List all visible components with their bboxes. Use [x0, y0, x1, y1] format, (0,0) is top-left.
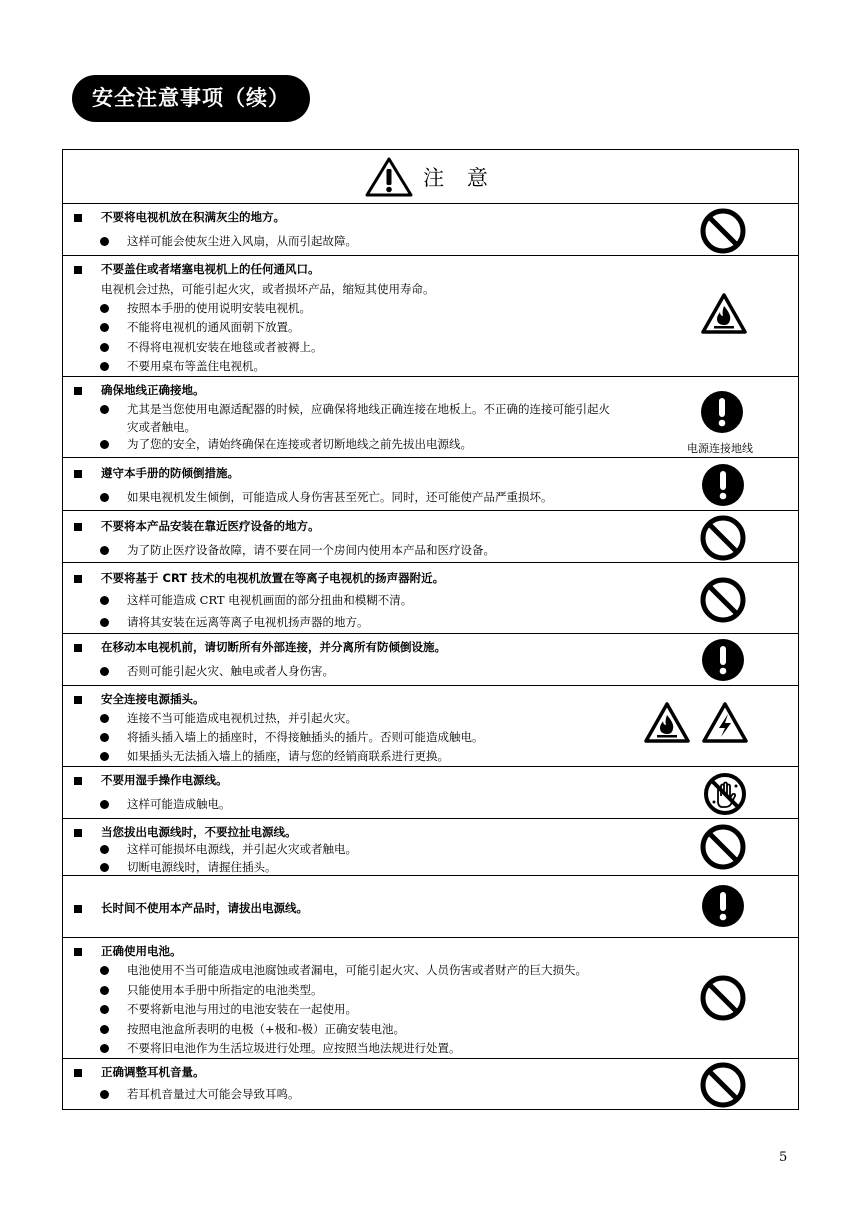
prohibition-icon [699, 974, 747, 1022]
row-title: 遵守本手册的防倾倒措施。 [101, 466, 239, 480]
row-line: 否则可能引起火灾、触电或者人身伤害。 [127, 664, 334, 678]
row-line: 这样可能造成触电。 [127, 797, 231, 811]
row-line: 连接不当可能造成电视机过热，并引起火灾。 [127, 711, 357, 725]
caution-row [63, 634, 798, 686]
prohibition-icon [699, 207, 747, 255]
row-title: 确保地线正确接地。 [101, 383, 205, 397]
round-bullet [100, 966, 109, 975]
row-title: 正确调整耳机音量。 [101, 1065, 205, 1079]
round-bullet [100, 618, 109, 627]
prohibition-icon [699, 1061, 747, 1109]
round-bullet [100, 667, 109, 676]
square-bullet [74, 696, 82, 704]
row-line: 这样可能损坏电源线，并引起火灾或者触电。 [127, 842, 357, 856]
row-title: 正确使用电池。 [101, 944, 182, 958]
round-bullet [100, 1090, 109, 1099]
section-title: 安全注意事项（续） [72, 75, 310, 122]
row-line: 按照电池盒所表明的电极（+极和-极）正确安装电池。 [127, 1022, 406, 1036]
icon-caption: 电源连接地线 [687, 442, 753, 455]
square-bullet [74, 829, 82, 837]
round-bullet [100, 752, 109, 761]
row-line: 请将其安装在远离等离子电视机扬声器的地方。 [127, 615, 369, 629]
square-bullet [74, 644, 82, 652]
row-title: 不要将基于 CRT 技术的电视机放置在等离子电视机的扬声器附近。 [101, 571, 445, 585]
round-bullet [100, 1044, 109, 1053]
electric-shock-warning-icon [701, 701, 749, 745]
round-bullet [100, 362, 109, 371]
square-bullet [74, 470, 82, 478]
prohibition-icon [699, 823, 747, 871]
round-bullet [100, 845, 109, 854]
mandatory-icon [701, 638, 745, 682]
row-line: 将插头插入墙上的插座时，不得接触插头的插片。否则可能造成触电。 [127, 730, 484, 744]
square-bullet [74, 1069, 82, 1077]
row-line: 电池使用不当可能造成电池腐蚀或者漏电，可能引起火灾、人员伤害或者财产的巨大损失。 [127, 963, 587, 977]
square-bullet [74, 905, 82, 913]
row-title: 不要将电视机放在积满灰尘的地方。 [101, 210, 285, 224]
row-title: 长时间不使用本产品时，请拔出电源线。 [101, 901, 308, 915]
round-bullet [100, 1025, 109, 1034]
caution-row [63, 819, 798, 876]
prohibition-icon [699, 514, 747, 562]
round-bullet [100, 596, 109, 605]
square-bullet [74, 777, 82, 785]
row-line: 不能将电视机的通风面朝下放置。 [127, 320, 300, 334]
row-title: 安全连接电源插头。 [101, 692, 205, 706]
row-line: 为了防止医疗设备故障，请不要在同一个房间内使用本产品和医疗设备。 [127, 543, 495, 557]
row-line: 不得将电视机安装在地毯或者被褥上。 [127, 340, 323, 354]
row-line: 这样可能会使灰尘进入风扇，从而引起故障。 [127, 234, 357, 248]
row-line: 如果电视机发生倾倒，可能造成人身伤害甚至死亡。同时，还可能使产品严重损坏。 [127, 490, 553, 504]
row-line: 切断电源线时，请握住插头。 [127, 860, 277, 874]
caution-row [63, 686, 798, 767]
caution-row [63, 876, 798, 938]
warning-triangle-icon [365, 157, 413, 197]
row-title: 当您拔出电源线时，不要拉扯电源线。 [101, 825, 297, 839]
row-line: 若耳机音量过大可能会导致耳鸣。 [127, 1087, 300, 1101]
caution-row [63, 458, 798, 511]
caution-row [63, 377, 798, 458]
caution-row [63, 767, 798, 819]
row-title: 在移动本电视机前，请切断所有外部连接，并分离所有防倾倒设施。 [101, 640, 446, 654]
round-bullet [100, 440, 109, 449]
square-bullet [74, 214, 82, 222]
round-bullet [100, 714, 109, 723]
fire-warning-icon [643, 701, 691, 745]
row-title: 不要将本产品安装在靠近医疗设备的地方。 [101, 519, 320, 533]
caution-row [63, 204, 798, 256]
round-bullet [100, 493, 109, 502]
page-number: 5 [779, 1150, 788, 1165]
mandatory-icon [700, 390, 744, 434]
row-title: 不要用湿手操作电源线。 [101, 773, 228, 787]
row-line: 不要将新电池与用过的电池安装在一起使用。 [127, 1002, 357, 1016]
round-bullet [100, 323, 109, 332]
row-line: 按照本手册的使用说明安装电视机。 [127, 301, 311, 315]
row-line: 为了您的安全，请始终确保在连接或者切断地线之前先拔出电源线。 [127, 437, 472, 451]
mandatory-icon [701, 463, 745, 507]
round-bullet [100, 986, 109, 995]
caution-row [63, 938, 798, 1059]
caution-row [63, 1059, 798, 1109]
row-line: 尤其是当您使用电源适配器的时候，应确保将地线正确连接在地板上。不正确的连接可能引起火 [127, 402, 610, 416]
round-bullet [100, 733, 109, 742]
square-bullet [74, 575, 82, 583]
round-bullet [100, 405, 109, 414]
round-bullet [100, 546, 109, 555]
round-bullet [100, 1005, 109, 1014]
no-wet-hands-icon [703, 772, 747, 816]
fire-warning-icon [700, 292, 748, 336]
row-title: 不要盖住或者堵塞电视机上的任何通风口。 [101, 262, 320, 276]
caution-row [63, 563, 798, 634]
round-bullet [100, 863, 109, 872]
square-bullet [74, 266, 82, 274]
caution-label: 注 意 [423, 165, 496, 190]
caution-row [63, 256, 798, 377]
row-line: 灾或者触电。 [127, 420, 196, 434]
round-bullet [100, 800, 109, 809]
mandatory-icon [701, 884, 745, 928]
row-line: 如果插头无法插入墙上的插座，请与您的经销商联系进行更换。 [127, 749, 449, 763]
row-line: 不要将旧电池作为生活垃圾进行处理。应按照当地法规进行处置。 [127, 1041, 461, 1055]
row-line: 不要用桌布等盖住电视机。 [127, 359, 265, 373]
round-bullet [100, 343, 109, 352]
caution-table [62, 149, 799, 1110]
caution-header [63, 150, 798, 204]
round-bullet [100, 304, 109, 313]
square-bullet [74, 523, 82, 531]
caution-row [63, 511, 798, 563]
prohibition-icon [699, 576, 747, 624]
row-line: 只能使用本手册中所指定的电池类型。 [127, 983, 323, 997]
row-line: 这样可能造成 CRT 电视机画面的部分扭曲和模糊不清。 [127, 593, 413, 607]
round-bullet [100, 237, 109, 246]
square-bullet [74, 387, 82, 395]
square-bullet [74, 948, 82, 956]
row-intro: 电视机会过热，可能引起火灾，或者损坏产品，缩短其使用寿命。 [101, 282, 435, 296]
